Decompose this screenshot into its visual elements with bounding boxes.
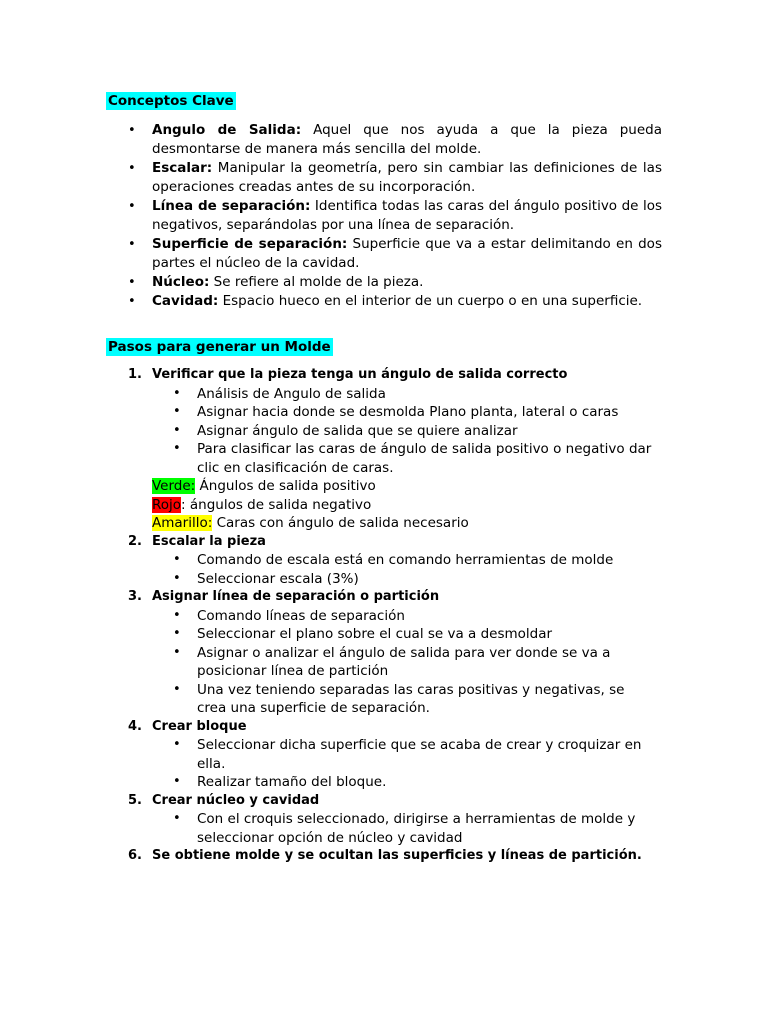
- bullet-icon: •: [128, 199, 136, 214]
- definition-term: Escalar:: [152, 160, 213, 176]
- step-subitem-text: Una vez teniendo separadas las caras positivas y negativas, se crea una superficie de separación.: [197, 681, 625, 716]
- bullet-icon: •: [128, 275, 136, 290]
- bullet-icon: •: [173, 626, 181, 641]
- definition-text: Manipular la geometría, pero sin cambiar las definiciones de las operaciones creadas antes de su incorporación.: [152, 160, 662, 195]
- legend-red: [152, 496, 768, 515]
- bullet-icon: •: [173, 441, 181, 456]
- step-title-text: Asignar línea de separación o partición: [152, 589, 440, 604]
- step-title: [128, 792, 768, 811]
- bullet-icon: •: [128, 237, 136, 252]
- step-number: 3.: [128, 589, 142, 604]
- step-subitem-text: Seleccionar dicha superficie que se acaba de crear y croquizar en ella.: [197, 737, 642, 772]
- step-subitem: [173, 422, 657, 441]
- step-subitem-text: Seleccionar el plano sobre el cual se va a desmoldar: [197, 626, 553, 642]
- step-subitem-text: Comando líneas de separación: [197, 607, 405, 624]
- step-number: 4.: [128, 718, 142, 734]
- legend-red-text: : ángulos de salida negativo: [181, 496, 372, 513]
- steps-list: [0, 366, 768, 866]
- definition-item: [128, 273, 662, 292]
- step-subitem: [173, 607, 657, 626]
- step-subitem: [173, 736, 657, 773]
- step-subitem: [173, 551, 657, 570]
- bullet-icon: •: [128, 161, 136, 176]
- step-subitem: [173, 644, 657, 681]
- legend-red-label: Rojo: [152, 496, 182, 513]
- bullet-icon: •: [173, 811, 181, 826]
- definition-text: Se refiere al molde de la pieza.: [209, 274, 424, 290]
- step-title: [128, 533, 768, 552]
- step-title: [128, 588, 768, 607]
- definition-text: Superficie que va a estar delimitando en dos partes el núcleo de la cavidad.: [152, 236, 662, 271]
- step-subitem-text: Para clasificar las caras de ángulo de salida positivo o negativo dar clic en clasificación de caras.: [197, 441, 652, 476]
- step-subitem-text: Con el croquis seleccionado, dirigirse a herramientas de molde y seleccionar opción de núcleo y cavidad: [197, 811, 636, 846]
- step-number: 6.: [128, 848, 142, 863]
- step-subitem: [173, 403, 657, 422]
- definition-term: Superficie de separación:: [152, 236, 348, 252]
- definition-text: Identifica todas las caras del ángulo positivo de los negativos, separándolas por una línea de separación.: [152, 198, 662, 233]
- bullet-icon: •: [173, 570, 181, 586]
- step-number: 2.: [128, 533, 142, 549]
- step-subitem-text: Realizar tamaño del bloque.: [197, 774, 387, 790]
- key-concepts-heading: Conceptos Clave: [108, 93, 234, 109]
- step-title: [128, 366, 768, 385]
- legend-yellow: [152, 514, 768, 533]
- legend-green-label: Verde:: [152, 478, 196, 494]
- bullet-icon: •: [173, 422, 181, 438]
- step-subitem-text: Comando de escala está en comando herramientas de molde: [197, 552, 614, 568]
- step-subitem: [173, 681, 657, 718]
- step-title-text: Crear bloque: [152, 718, 247, 734]
- step-number: 5.: [128, 792, 142, 808]
- bullet-icon: •: [173, 644, 181, 660]
- step-number: 1.: [128, 367, 142, 382]
- bullet-icon: •: [173, 552, 181, 567]
- step-title-text: Crear núcleo y cavidad: [152, 792, 320, 808]
- bullet-icon: •: [173, 404, 181, 419]
- definition-term: Cavidad:: [152, 293, 219, 309]
- bullet-icon: •: [128, 294, 136, 309]
- definition-item: [128, 235, 662, 273]
- step-subitem: [173, 385, 657, 404]
- step-subitem-text: Asignar hacia donde se desmolda Plano planta, lateral o caras: [197, 404, 619, 420]
- bullet-icon: •: [128, 123, 136, 138]
- step-title-text: Escalar la pieza: [152, 533, 266, 549]
- bullet-icon: •: [173, 607, 181, 623]
- step-title-text: Verificar que la pieza tenga un ángulo de salida correcto: [152, 367, 568, 382]
- definition-text: Aquel que nos ayuda a que la pieza pueda desmontarse de manera más sencilla del molde.: [152, 122, 662, 157]
- step-subitem: [173, 625, 657, 644]
- definition-item: [128, 121, 662, 159]
- step-title: [128, 847, 768, 866]
- step-subitem: [173, 773, 657, 792]
- step-subitem-text: Seleccionar escala (3%): [197, 570, 359, 587]
- legend-green: [152, 477, 768, 496]
- step-subitem-text: Análisis de Angulo de salida: [197, 385, 386, 402]
- definition-term: Línea de separación:: [152, 198, 311, 214]
- legend-yellow-text: Caras con ángulo de salida necesario: [212, 515, 469, 531]
- bullet-icon: •: [173, 681, 181, 697]
- definition-item: [128, 159, 662, 197]
- definition-item: [128, 197, 662, 235]
- step-title-text: Se obtiene molde y se ocultan las superficies y líneas de partición.: [152, 848, 642, 863]
- steps-heading: Pasos para generar un Molde: [108, 339, 331, 355]
- step-subitem-text: Asignar o analizar el ángulo de salida para ver donde se va a posicionar línea de partición: [197, 644, 611, 679]
- bullet-icon: •: [173, 385, 181, 401]
- step-subitem: [173, 440, 657, 477]
- step-title: [128, 718, 768, 737]
- bullet-icon: •: [173, 774, 181, 789]
- definition-term: Angulo de Salida:: [152, 122, 302, 138]
- step-subitem: [173, 570, 657, 589]
- step-subitem-text: Asignar ángulo de salida que se quiere analizar: [197, 422, 518, 439]
- bullet-icon: •: [173, 737, 181, 752]
- definition-text: Espacio hueco en el interior de un cuerpo o en una superficie.: [218, 293, 643, 309]
- definitions-list: [0, 121, 768, 311]
- legend-green-text: Ángulos de salida positivo: [195, 478, 376, 494]
- definition-term: Núcleo:: [152, 274, 210, 290]
- step-subitem: [173, 810, 657, 847]
- definition-item: [128, 292, 662, 311]
- legend-yellow-label: Amarillo:: [152, 515, 213, 531]
